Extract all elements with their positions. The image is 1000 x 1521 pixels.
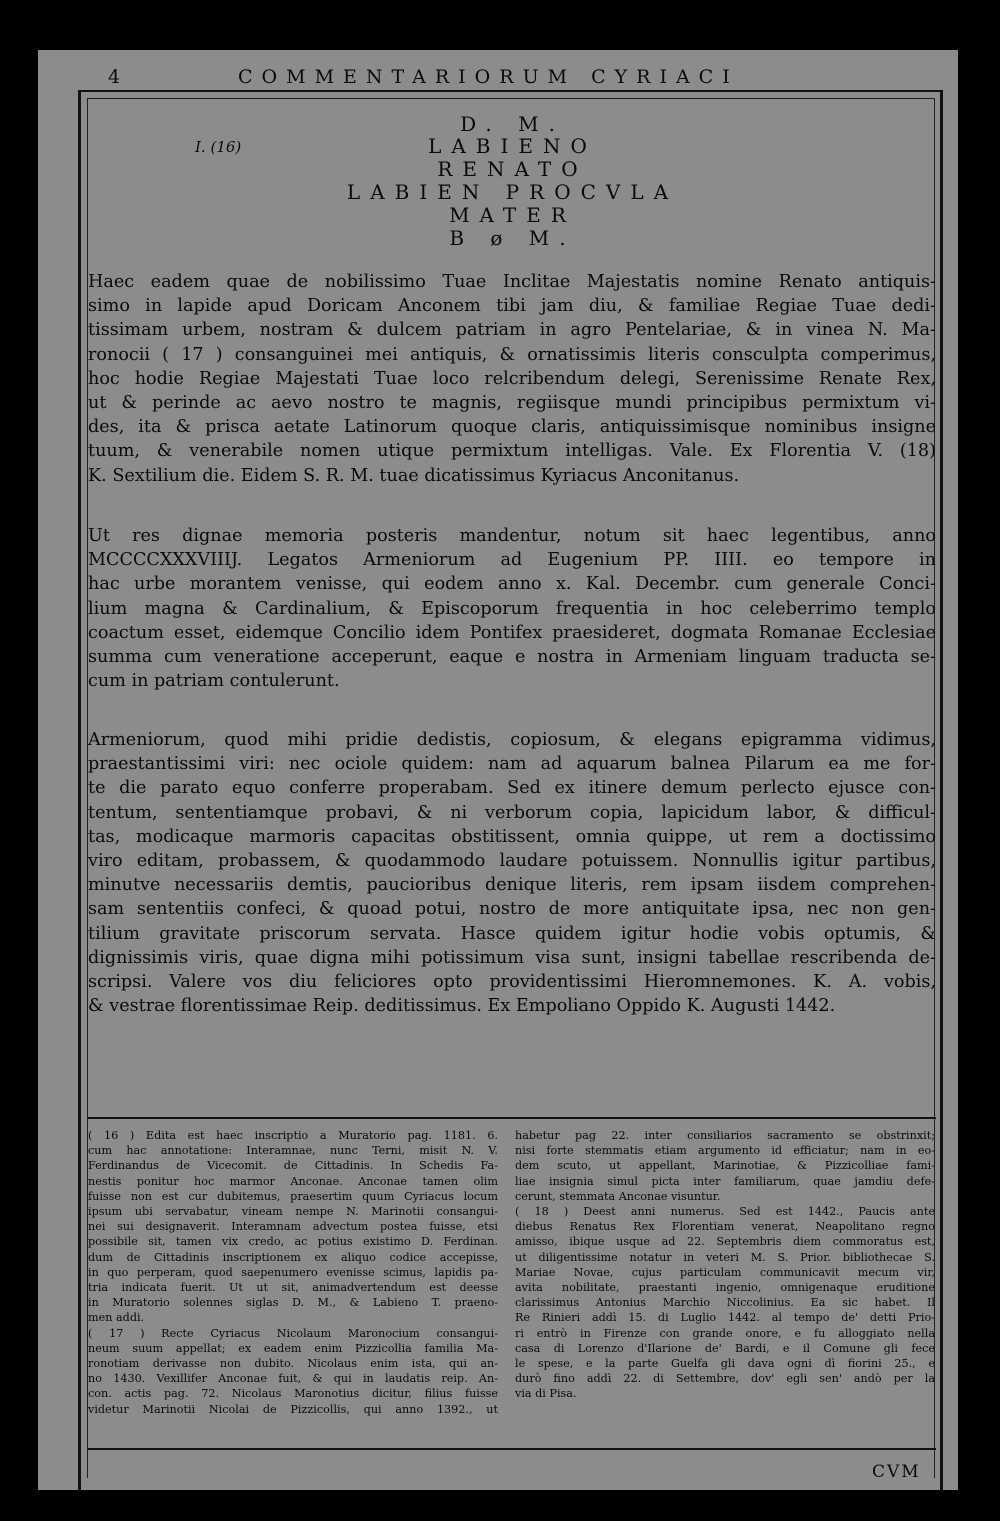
footnote-line: nestis ponitur hoc marmor Anconae. Anconae tamen olim <box>88 1174 498 1188</box>
text-line: ut & perinde ac aevo nostro te magnis, regiisque mundi principibus permixtum vi- <box>88 393 936 414</box>
body-paragraph <box>88 524 936 693</box>
text-line: tas, modicaque marmoris capacitas obstitissent, omnia quippe, ut rem a doctissimo <box>88 826 936 847</box>
footnote-line: Ferdinandus de Vicecomit. de Cittadinis. In Schedis Fa- <box>88 1159 498 1173</box>
running-head <box>68 64 928 92</box>
bottom-rule <box>88 1448 936 1450</box>
footnote-line: le spese, e la parte Guelfa gli dava ogni dì fiorini 25., e <box>515 1357 935 1371</box>
footnote-rule <box>88 1117 936 1119</box>
footnote-line: ut diligentissime notatur in veteri M. S. Prior. bibliothecae S. <box>515 1250 935 1264</box>
inscription-line: B ø M. <box>449 226 576 250</box>
footnotes-left-column <box>88 1128 498 1417</box>
text-line: Ut res dignae memoria posteris mandentur, notum sit haec legentibus, anno <box>88 526 936 546</box>
footnote-line: amisso, ibique usque ad 22. Septembris diem commoratus est, <box>515 1235 935 1249</box>
footnote-line: dem scuto, ut appellant, Marinotiae, & Pizzicolliae fami- <box>515 1159 935 1173</box>
text-line: simo in lapide apud Doricam Anconem tibi jam diu, & familiae Regiae Tuae dedi- <box>88 296 936 317</box>
text-line: praestantissimi viri: nec ociole quidem: nam ad aquarum balnea Pilarum ea me for- <box>88 754 936 775</box>
text-line: scripsi. Valere vos diu feliciores opto providentissimi Hieromnemones. K. A. vobis, <box>88 972 936 993</box>
page-number: 4 <box>108 66 121 88</box>
inscription-line: MATER <box>449 203 576 227</box>
footnote-line: in Muratorio solennes siglas D. M., & Labieno T. praeno- <box>88 1296 498 1310</box>
footnote-line: tria indicata fuerit. Ut ut sit, animadvertendum est deesse <box>88 1281 498 1295</box>
inscription-line: LABIEN PROCVLA <box>346 180 679 204</box>
footnotes-right-column <box>515 1128 935 1402</box>
text-line: summa cum veneratione acceperunt, eaque e nostra in Armeniam linguam traducta se- <box>88 647 936 668</box>
footnote-line: ( 17 ) Recte Cyriacus Nicolaum Maronocium consangui- <box>88 1326 498 1340</box>
footnote-line: cum hac annotatione: Interamnae, nunc Terni, misit N. V. <box>88 1144 498 1158</box>
text-line: te die parato equo conferre properabam. Sed ex itinere demum perlecto ejusce con- <box>88 778 936 799</box>
text-line: tuum, & venerabile nomen utique permixtum intelligas. Vale. Ex Florentia V. (18) <box>88 441 936 462</box>
text-line: hoc hodie Regiae Majestati Tuae loco relcribendum delegi, Serenissime Renate Rex, <box>88 368 936 389</box>
footnote-line: habetur pag 22. inter consiliarios sacramento se obstrinxit; <box>515 1129 935 1142</box>
footnote-line: dum de Cittadinis inscriptionem ex aliquo codice accepisse, <box>88 1250 498 1264</box>
footnote-line: via di Pisa. <box>515 1387 577 1401</box>
text-line: K. Sextilium die. Eidem S. R. M. tuae dicatissimus Kyriacus Anconitanus. <box>88 465 740 486</box>
footnote-line: ( 18 ) Deest anni numerus. Sed est 1442., Paucis ante <box>515 1205 935 1219</box>
text-line: hac urbe morantem venisse, qui eodem anno x. Kal. Decembr. cum generale Conci- <box>88 574 936 595</box>
text-line: dignissimis viris, quae digna mihi potissimum visa sunt, insigni tabellae rescribenda de- <box>88 947 936 968</box>
footnote-line: men addi. <box>88 1311 145 1325</box>
footnote-line: fuisse non est cur dubitemus, praesertim quum Cyriacus locum <box>88 1189 498 1203</box>
text-line: MCCCCXXXVIIIJ. Legatos Armeniorum ad Eugenium PP. IIII. eo tempore in <box>88 550 936 571</box>
text-line: tilium gravitate priscorum servata. Hasce quidem igitur hodie vobis optumis, & <box>88 923 936 944</box>
footnote-line: diebus Renatus Rex Florentiam venerat, Neapolitano regno <box>515 1220 935 1234</box>
text-line: minutve necessariis demtis, paucioribus denique literis, rem ipsam iisdem comprehen- <box>88 875 936 896</box>
catchword: CVM <box>872 1462 921 1482</box>
footnote-line: Mariae Novae, cujus particulam communicavit mecum vir, <box>515 1265 935 1279</box>
footnote-line: casa di Lorenzo d'Ilarione de' Bardi, e il Comune gli fece <box>515 1341 935 1355</box>
running-title: COMMENTARIORUM CYRIACI <box>238 66 739 88</box>
footnote-line: avita nobilitate, praestanti ingenio, omnigenaque eruditione <box>515 1281 935 1295</box>
inscription-line: LABIENO <box>428 134 597 158</box>
footnote-line: nei sui designaverit. Interamnam advectum postea fuisse, etsi <box>88 1220 498 1234</box>
body-paragraph <box>88 728 936 1018</box>
footnote-line: liae insignia simul picta inter familiarum, quae jamdiu defe- <box>515 1174 935 1188</box>
text-line: coactum esset, eidemque Concilio idem Pontifex praesideret, dogmata Romanae Ecclesiae <box>88 622 936 643</box>
footnote-line: ipsum ubi servabatur, vineam nempe N. Marinotii consangui- <box>88 1205 498 1219</box>
text-line: tissimam urbem, nostram & dulcem patriam in agro Pentelariae, & in vinea N. Ma- <box>88 320 936 341</box>
text-line: Armeniorum, quod mihi pridie dedistis, copiosum, & elegans epigramma vidimus, <box>88 730 936 750</box>
footnote-line: videtur Marinotii Nicolai de Pizzicollis, qui anno 1392., ut <box>88 1402 498 1416</box>
footnote-line: neum suum appellat; ex eadem enim Pizzicollia familia Ma- <box>88 1341 498 1355</box>
text-line: tentum, sententiamque probavi, & ni verborum copia, lapicidum labor, & difficul- <box>88 802 936 823</box>
inscription-reference: I. (16) <box>195 138 242 156</box>
body-paragraph <box>88 270 936 488</box>
footnote-line: Re Rinieri addì 15. di Luglio 1442. al tempo de' detti Prio- <box>515 1311 935 1325</box>
footnote-line: possibile sit, tamen vix credo, ac potius existimo D. Ferdinan. <box>88 1235 498 1249</box>
text-line: viro editam, probassem, & quodammodo laudare potuissem. Nonnullis igitur partibus, <box>88 851 936 872</box>
footnote-line: con. actis pag. 72. Nicolaus Maronotius dicitur, filius fuisse <box>88 1387 498 1401</box>
text-line: & vestrae florentissimae Reip. deditissimus. Ex Empoliano Oppido K. Augusti 1442. <box>88 996 836 1017</box>
text-line: des, ita & prisca aetate Latinorum quoque claris, antiquissimisque nominibus insigne <box>88 417 936 438</box>
footnote-line: durò fino addì 22. di Settembre, dov' egli sen' andò per la <box>515 1372 935 1386</box>
footnote-line: ( 16 ) Edita est haec inscriptio a Muratorio pag. 1181. 6. <box>88 1129 498 1142</box>
footnote-line: in quo perperam, quod saepenumero evenisse scimus, lapidis pa- <box>88 1265 498 1279</box>
text-line: ronocii ( 17 ) consanguinei mei antiquis, & ornatissimis literis consculpta comperimus, <box>88 344 936 365</box>
footnote-line: no 1430. Vexillifer Anconae fuit, & qui in laudatis reip. An- <box>88 1372 498 1386</box>
text-line: cum in patriam contulerunt. <box>88 671 340 692</box>
inscription-line: RENATO <box>437 157 588 181</box>
footnote-line: ri entrò in Firenze con grande onore, e fu alloggiato nella <box>515 1326 935 1340</box>
footnote-line: ronotiam derivasse non dubito. Nicolaus enim ista, qui an- <box>88 1357 498 1371</box>
text-line: Haec eadem quae de nobilissimo Tuae Inclitae Majestatis nomine Renato antiquis- <box>88 272 936 292</box>
inscription-line: D. M. <box>460 112 565 136</box>
footnote-line: clarissimus Antonius Marchio Niccolinius. Ea sic habet. Il <box>515 1296 935 1310</box>
text-line: sam sententiis confeci, & quoad potui, nostro de more antiquitate ipsa, nec non gen- <box>88 899 936 920</box>
footnote-line: nisi forte stemmatis etiam argumento id efficiatur; nam in eo- <box>515 1144 935 1158</box>
footnote-line: cerunt, stemmata Anconae visuntur. <box>515 1189 721 1203</box>
text-line: lium magna & Cardinalium, & Episcoporum frequentia in hoc celeberrimo templo <box>88 598 936 619</box>
